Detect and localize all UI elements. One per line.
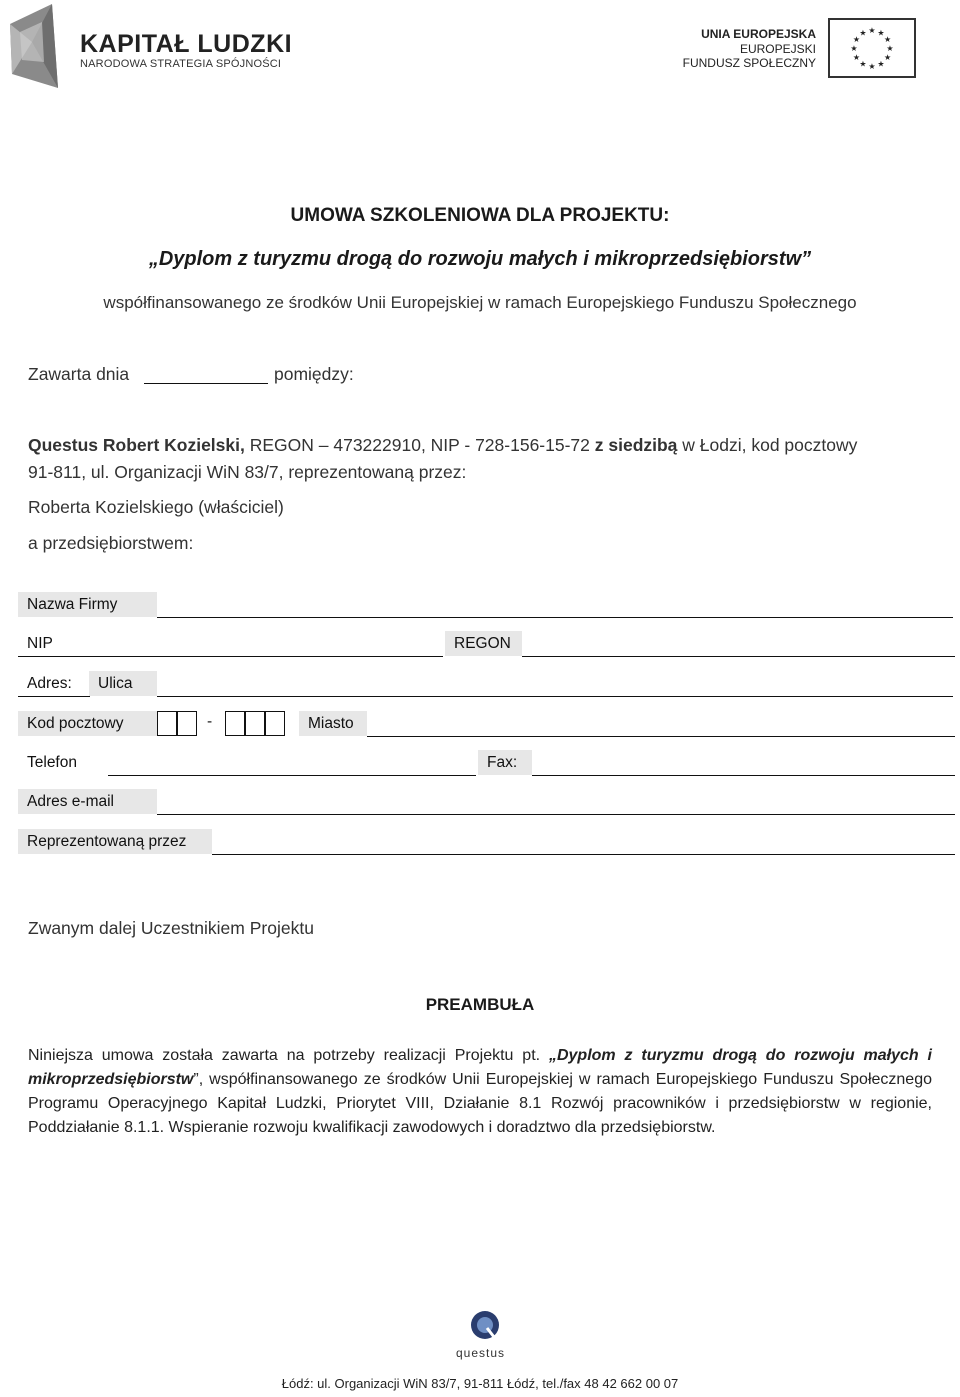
eu-star-icon: ★ bbox=[886, 44, 894, 53]
preamble-part2: ”, współfinansowanego ze środków Unii Europejskiej w ramach Europejskiego Funduszu Społecznego Programu Operacyjnego Kapitał Ludzki, Priorytet VIII, Działanie 8.1 Rozwój pracowników i przedsiębiorstw w regionie, Poddziałanie 8.1.1. Wspieranie rozwoju kwalifikacji zawodowych i doradztwo dla przedsiębiorstw. bbox=[28, 1071, 932, 1136]
email-field[interactable] bbox=[157, 814, 955, 815]
city-field[interactable] bbox=[367, 736, 955, 737]
eu-star-icon: ★ bbox=[852, 53, 860, 62]
eu-star-icon: ★ bbox=[884, 35, 892, 44]
eu-star-icon: ★ bbox=[868, 26, 876, 35]
questus-logo-icon bbox=[470, 1310, 500, 1340]
email-label: Adres e-mail bbox=[18, 789, 157, 814]
postcode-box-3[interactable] bbox=[225, 711, 245, 736]
participant-note: Zwanym dalej Uczestnikiem Projektu bbox=[28, 918, 314, 938]
fax-label: Fax: bbox=[478, 750, 532, 775]
phone-label: Telefon bbox=[18, 750, 108, 775]
party-name: Questus Robert Kozielski, bbox=[28, 435, 245, 455]
kapital-ludzki-subtitle: NARODOWA STRATEGIA SPÓJNOŚCI bbox=[80, 58, 282, 70]
eu-star-icon: ★ bbox=[859, 59, 867, 69]
footer-address: Łódź: ul. Organizacji WiN 83/7, 91-811 Łódź, tel./fax 48 42 662 00 07 bbox=[281, 1376, 679, 1391]
represented-by-field[interactable] bbox=[212, 854, 955, 855]
preamble-project-name: „Dyplom z turyzmu drogą do rozwoju małych i mikroprzedsiębiorstw bbox=[28, 1047, 933, 1088]
preamble-heading: PREAMBUŁA bbox=[425, 995, 535, 1014]
eu-flag-icon bbox=[828, 18, 916, 78]
postcode-label: Kod pocztowy bbox=[18, 711, 157, 736]
kapital-ludzki-logo-icon bbox=[2, 2, 62, 92]
street-field[interactable] bbox=[157, 696, 953, 697]
date-field[interactable] bbox=[144, 383, 268, 384]
eu-label-line2: EUROPEJSKI bbox=[739, 42, 816, 56]
postcode-box-4[interactable] bbox=[245, 711, 265, 736]
eu-star-icon: ★ bbox=[868, 62, 876, 71]
fax-field[interactable] bbox=[532, 775, 955, 776]
party-line1 bbox=[28, 435, 857, 456]
city-label: Miasto bbox=[299, 711, 367, 736]
postcode-dash: - bbox=[207, 713, 213, 730]
address-underline bbox=[18, 696, 90, 697]
postcode-box-5[interactable] bbox=[265, 711, 285, 736]
eu-star-icon: ★ bbox=[852, 35, 860, 44]
party-line2: 91-811, ul. Organizacji WiN 83/7, reprezentowaną przez: bbox=[28, 462, 467, 482]
questus-logo-name: questus bbox=[456, 1346, 506, 1360]
phone-field[interactable] bbox=[108, 775, 476, 776]
nip-label: NIP bbox=[18, 631, 118, 656]
party-addr1: w Łodzi, kod pocztowy bbox=[677, 435, 858, 455]
date-label: Zawarta dnia bbox=[28, 364, 130, 384]
eu-label-line1: UNIA EUROPEJSKA bbox=[701, 27, 816, 41]
eu-star-icon: ★ bbox=[877, 59, 885, 69]
company-name-label: Nazwa Firmy bbox=[18, 592, 157, 617]
eu-star-icon: ★ bbox=[859, 28, 867, 38]
address-label: Adres: bbox=[18, 671, 90, 696]
and-company: a przedsiębiorstwem: bbox=[28, 533, 194, 553]
nip-field[interactable] bbox=[18, 656, 443, 657]
project-title: „Dyplom z turyzmu drogą do rozwoju małych i mikroprzedsiębiorstw” bbox=[148, 248, 812, 270]
street-label: Ulica bbox=[89, 671, 157, 696]
postcode-box-2[interactable] bbox=[177, 711, 197, 736]
eu-label-line3: FUNDUSZ SPOŁECZNY bbox=[682, 56, 816, 70]
cofinancing-note: współfinansowanego ze środków Unii Europejskiej w ramach Europejskiego Funduszu Społecznego bbox=[103, 293, 857, 312]
regon-label: REGON bbox=[445, 631, 522, 656]
kapital-ludzki-title: KAPITAŁ LUDZKI bbox=[80, 30, 293, 58]
postcode-box-1[interactable] bbox=[157, 711, 177, 736]
eu-star-icon: ★ bbox=[884, 53, 892, 62]
regon-field[interactable] bbox=[522, 656, 955, 657]
represented-by-label: Reprezentowaną przez bbox=[18, 829, 212, 854]
party-regon: REGON – 473222910, NIP - 728-156-15-72 bbox=[244, 435, 595, 455]
party-seat: z siedzibą bbox=[594, 435, 678, 455]
preamble-text bbox=[28, 1044, 932, 1140]
representative: Roberta Kozielskiego (właściciel) bbox=[28, 497, 284, 517]
eu-star-icon: ★ bbox=[850, 44, 858, 53]
eu-star-icon: ★ bbox=[877, 28, 885, 38]
document-title: UMOWA SZKOLENIOWA DLA PROJEKTU: bbox=[290, 205, 670, 226]
between-label: pomiędzy: bbox=[274, 364, 354, 384]
preamble-part1: Niniejsza umowa została zawarta na potrzeby realizacji Projektu pt. bbox=[28, 1047, 549, 1064]
company-name-field[interactable] bbox=[157, 617, 953, 618]
